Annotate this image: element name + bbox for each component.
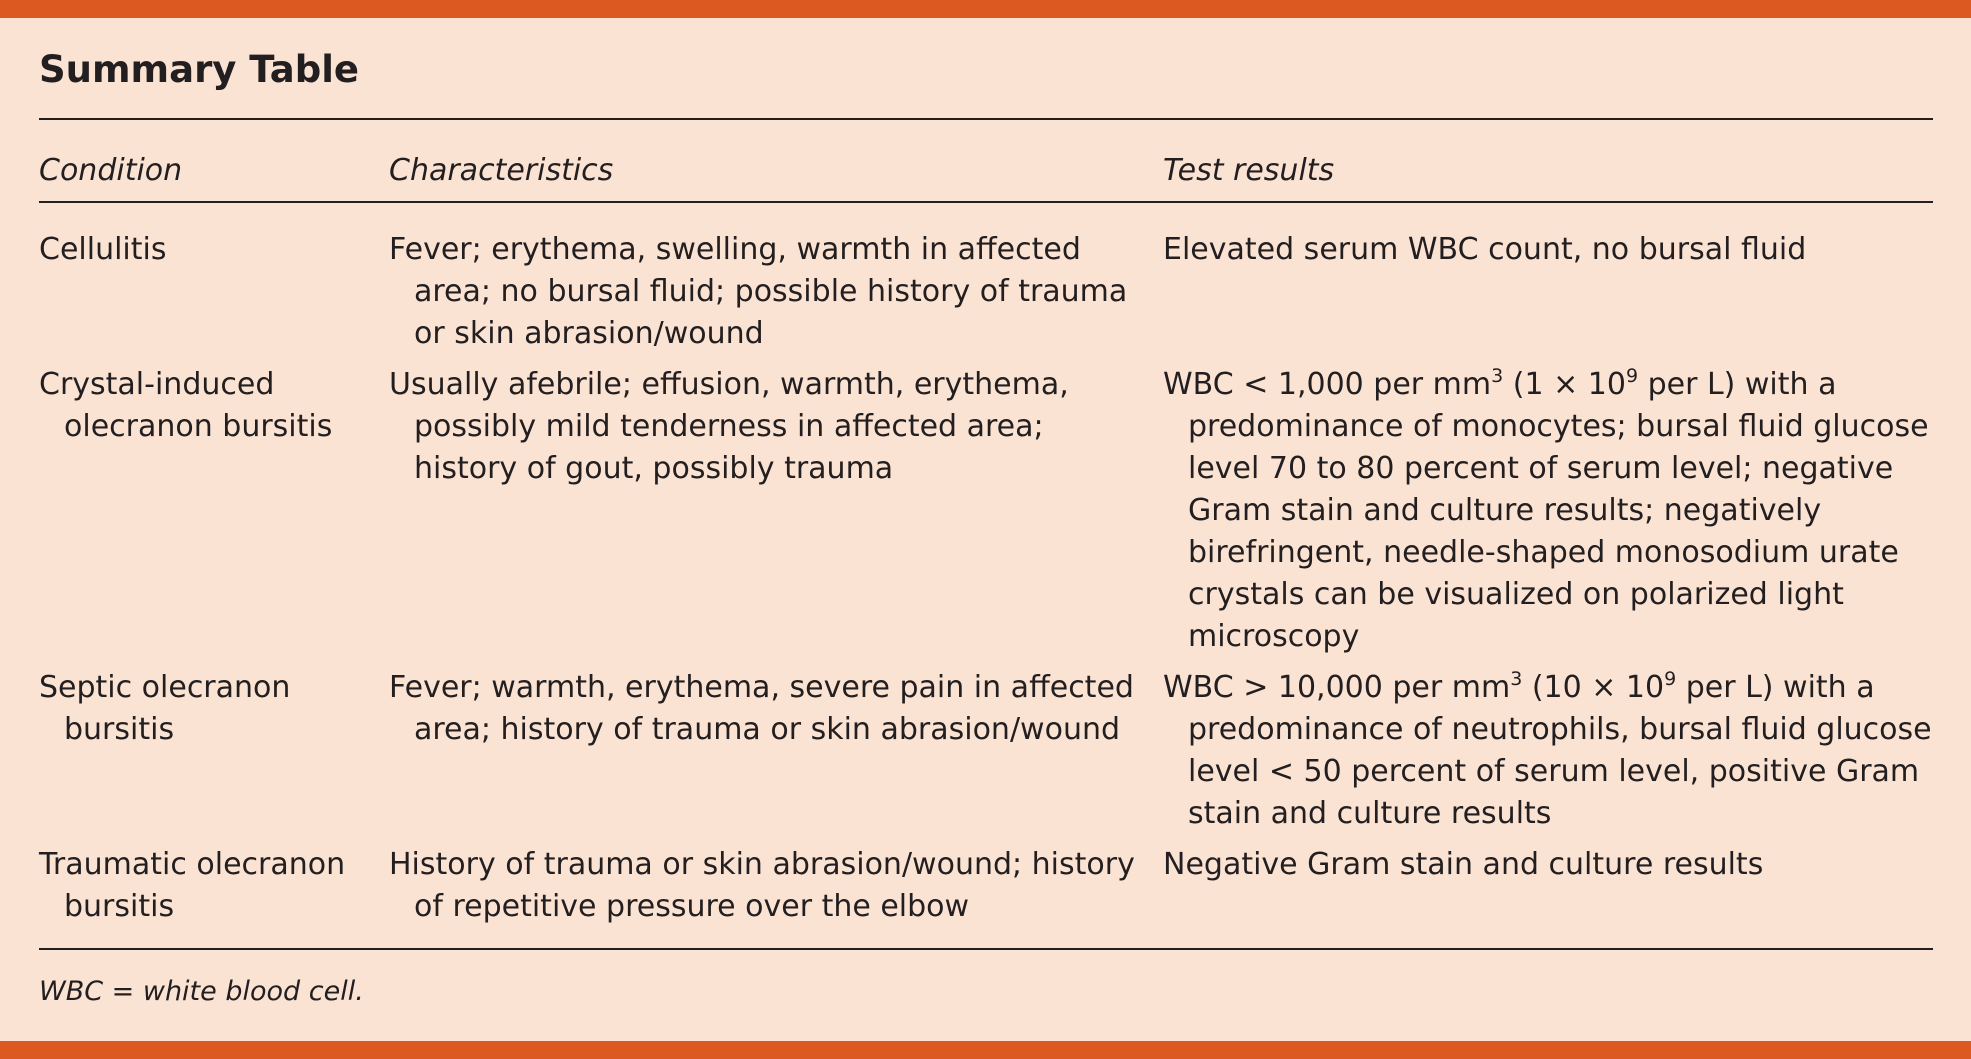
test-text: WBC < 1,000 per mm: [1163, 367, 1492, 402]
superscript: 9: [1625, 365, 1639, 387]
row-test-results: [1163, 667, 1971, 835]
test-text: (1 × 10: [1503, 367, 1626, 402]
row-characteristics: Fever; warmth, erythema, severe pain in affected area; history of trauma or skin abrasion/wound: [389, 670, 1134, 747]
header-divider: [39, 201, 1933, 203]
row-test-results: Negative Gram stain and culture results: [1163, 847, 1764, 882]
table-title: Summary Table: [39, 48, 360, 91]
test-text: per L) with a predominance of monocytes; bursal fluid glucose level 70 to 80 percent of serum level; negative Gram stain and culture results; negatively birefringent, needle-shaped monosodium urate crystals can be visualized on polarized light microscopy: [1188, 367, 1929, 654]
superscript: 3: [1510, 668, 1523, 690]
row-test-results: Elevated serum WBC count, no bursal fluid: [1163, 232, 1807, 267]
row-condition: Septic olecranon bursitis: [39, 670, 291, 747]
superscript: 9: [1664, 668, 1677, 690]
row-condition: Cellulitis: [39, 232, 167, 267]
row-condition: Crystal-induced olecranon bursitis: [39, 367, 333, 444]
row-characteristics: Usually afebrile; effusion, warmth, erythema, possibly mild tenderness in affected area; history of gout, possibly trauma: [389, 367, 1069, 486]
test-text: (10 × 10: [1522, 670, 1665, 705]
header-condition: Condition: [39, 153, 183, 188]
superscript: 3: [1491, 365, 1504, 387]
row-test-results: [1163, 364, 1971, 658]
bottom-accent-bar: [0, 1041, 1971, 1059]
top-accent-bar: [0, 0, 1971, 18]
row-characteristics: History of trauma or skin abrasion/wound; history of repetitive pressure over the elbow: [389, 847, 1135, 924]
header-test-results: Test results: [1163, 153, 1335, 188]
table-bottom-divider: [39, 948, 1933, 950]
footnote: WBC = white blood cell.: [39, 976, 364, 1007]
row-condition: Traumatic olecranon bursitis: [39, 847, 346, 924]
row-characteristics: Fever; erythema, swelling, warmth in affected area; no bursal fluid; possible history of trauma or skin abrasion/wound: [389, 232, 1128, 351]
header-characteristics: Characteristics: [389, 153, 614, 188]
test-text: WBC > 10,000 per mm: [1163, 670, 1511, 705]
title-divider: [39, 118, 1933, 120]
test-text: per L) with a predominance of neutrophils, bursal fluid glucose level < 50 percent of serum level, positive Gram stain and culture results: [1188, 670, 1932, 831]
